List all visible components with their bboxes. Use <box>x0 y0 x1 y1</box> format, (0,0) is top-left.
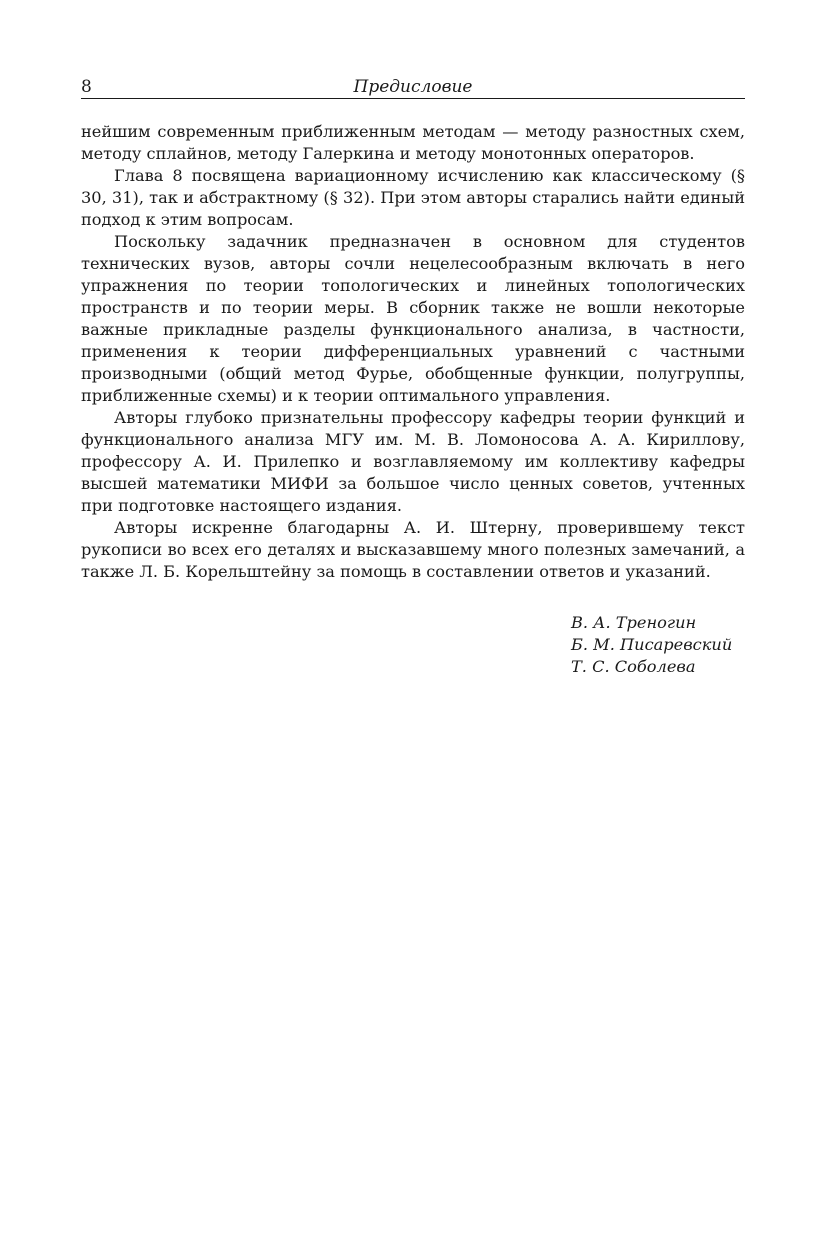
paragraph: Авторы искренне благодарны А. И. Штерну, проверившему текст рукописи во всех его деталях и высказавшему много полезных замечаний, а также Л. Б. Корельштейну за помощь в составлении ответов и указаний. <box>81 518 745 581</box>
paragraph: Авторы глубоко признательны профессору кафедры теории функций и функционального анализа МГУ им. М. В. Ломоносова А. А. Кириллову, профессору А. И. Прилепко и возглавляемому им коллективу кафедры высшей математики МИФИ за большое число ценных советов, учтенных при подготовке настоящего издания. <box>81 408 745 515</box>
paragraph: нейшим современным приближенным методам — методу разностных схем, методу сплайнов, методу Галеркина и методу монотонных операторов. <box>81 122 745 163</box>
document-page <box>81 76 745 678</box>
page-number: 8 <box>81 77 92 97</box>
page-header <box>81 76 745 99</box>
author-signatures <box>571 612 745 678</box>
paragraph: Поскольку задачник предназначен в основном для студентов технических вузов, авторы сочли нецелесообразным включать в него упражнения по теории топологических и линейных топологических пространств и по теории меры. В сборник также не вошли некоторые важные прикладные разделы функционального анализа, в частности, применения к теории дифференциальных уравнений с частными производными (общий метод Фурье, обобщенные функции, полугруппы, приближенные схемы) и к теории оптимального управления. <box>81 232 745 405</box>
author-name: Т. С. Соболева <box>571 657 696 676</box>
paragraph: Глава 8 посвящена вариационному исчислению как классическому (§ 30, 31), так и абстрактному (§ 32). При этом авторы старались найти единый подход к этим вопросам. <box>81 166 745 229</box>
running-title: Предисловие <box>353 77 473 97</box>
author-name: Б. М. Писаревский <box>571 635 733 654</box>
author-name: В. А. Треногин <box>571 613 697 632</box>
body-text <box>81 121 745 583</box>
